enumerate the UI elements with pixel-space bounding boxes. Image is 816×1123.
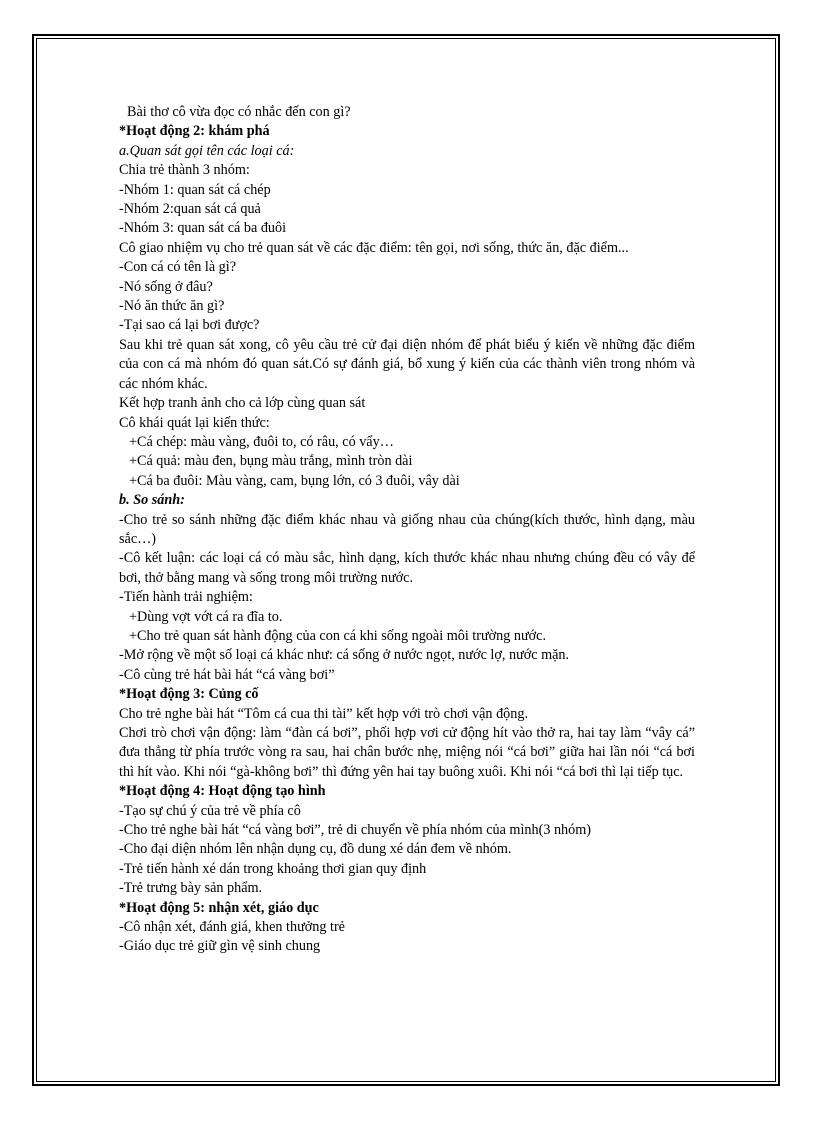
heading-activity-3: *Hoạt động 3: Củng cố [119,686,259,703]
intro-question: Bài thơ cô vừa đọc có nhắc đến con gì? [127,104,351,120]
paragraph: Sau khi trẻ quan sát xong, cô yêu cầu trẻ cử đại diện nhóm để phát biểu ý kiến về những đặc điểm của con cá mà nhóm đó quan sát.Có sự đánh giá, bổ xung ý kiến của các thành viên trong nhóm và các nhóm khác. [119,336,695,392]
text-line: Cô khái quát lại kiến thức: [119,414,270,431]
text-line: -Tiến hành trải nghiệm: [119,589,253,606]
paragraph: -Cho trẻ so sánh những đặc điểm khác nhau và giống nhau của chúng(kích thước, hình dạng, màu sắc…) [119,511,695,547]
paragraph: Chơi trò chơi vận động: làm “đàn cá bơi”, phối hợp vơi cử động hít vào thở ra, hai tay làm “vây cá” đưa thẳng từ phía trước vòng ra sau, hai chân bước nhẹ, miệng nói “cá bơi” giữa hai lần nói “cá bơi thì hít vào. Khi nói “gà-không bơi” thì đứng yên hai tay buông xuôi. Khi nói “cá bơi thì lại tiếp tục. [119,725,695,780]
list-item: +Cá chép: màu vàng, đuôi to, có râu, có vẩy… [129,433,394,450]
list-item: +Cá ba đuôi: Màu vàng, cam, bụng lớn, có 3 đuôi, vây dài [129,472,460,489]
text-line: -Trẻ trưng bày sản phẩm. [119,880,263,897]
text-line: -Mở rộng về một số loại cá khác như: cá sống ở nước ngọt, nước lợ, nước mặn. [119,647,570,664]
list-item: +Dùng vợt vớt cá ra đĩa to. [129,608,283,625]
heading-activity-4: *Hoạt động 4: Hoạt động tạo hình [119,783,326,800]
text-line: Kết hợp tranh ảnh cho cả lớp cùng quan sát [119,395,366,412]
list-item: +Cho trẻ quan sát hành động của con cá khi sống ngoài môi trường nước. [129,627,547,644]
text-line: -Cô nhận xét, đánh giá, khen thưởng trẻ [119,919,345,936]
subheading-compare: b. So sánh: [119,492,185,509]
text-line: -Trẻ tiến hành xé dán trong khoảng thơi gian quy định [119,860,427,877]
text-line: -Cho đại diện nhóm lên nhận dụng cụ, đồ dung xé dán đem về nhóm. [119,841,512,858]
subheading-observe-fish: a.Quan sát gọi tên các loại cá: [119,142,295,159]
text-line: Cho trẻ nghe bài hát “Tôm cá cua thi tài” kết hợp với trò chơi vận động. [119,705,528,722]
text-line: -Nhóm 3: quan sát cá ba đuôi [119,220,287,237]
paragraph: -Cô kết luận: các loại cá có màu sắc, hình dạng, kích thước khác nhau nhưng chúng đều có vây để bơi, thở bằng mang và sống trong môi trường nước. [119,550,695,586]
text-line: Cô giao nhiệm vụ cho trẻ quan sát về các đặc điểm: tên gọi, nơi sống, thức ăn, đặc điểm... [119,239,629,256]
text-line: -Tại sao cá lại bơi được? [119,317,260,334]
heading-activity-2: *Hoạt động 2: khám phá [119,123,270,140]
text-line: -Cho trẻ nghe bài hát “cá vàng bơi”, trẻ di chuyển về phía nhóm của mình(3 nhóm) [119,822,591,839]
text-line: -Nhóm 1: quan sát cá chép [119,181,271,198]
text-line: -Giáo dục trẻ giữ gìn vệ sinh chung [119,938,321,955]
text-line: -Cô cùng trẻ hát bài hát “cá vàng bơi” [119,666,335,683]
document-body [119,103,695,957]
text-line: -Con cá có tên là gì? [119,259,236,276]
text-line: -Nhóm 2:quan sát cá quả [119,201,261,218]
text-line: -Tạo sự chú ý của trẻ về phía cô [119,802,301,819]
text-line: -Nó sống ở đâu? [119,278,213,295]
text-line: -Nó ăn thức ăn gì? [119,298,225,315]
heading-activity-5: *Hoạt động 5: nhận xét, giáo dục [119,899,319,916]
text-line: Chia trẻ thành 3 nhóm: [119,162,250,179]
list-item: +Cá quả: màu đen, bụng màu trắng, mình tròn dài [129,453,413,470]
